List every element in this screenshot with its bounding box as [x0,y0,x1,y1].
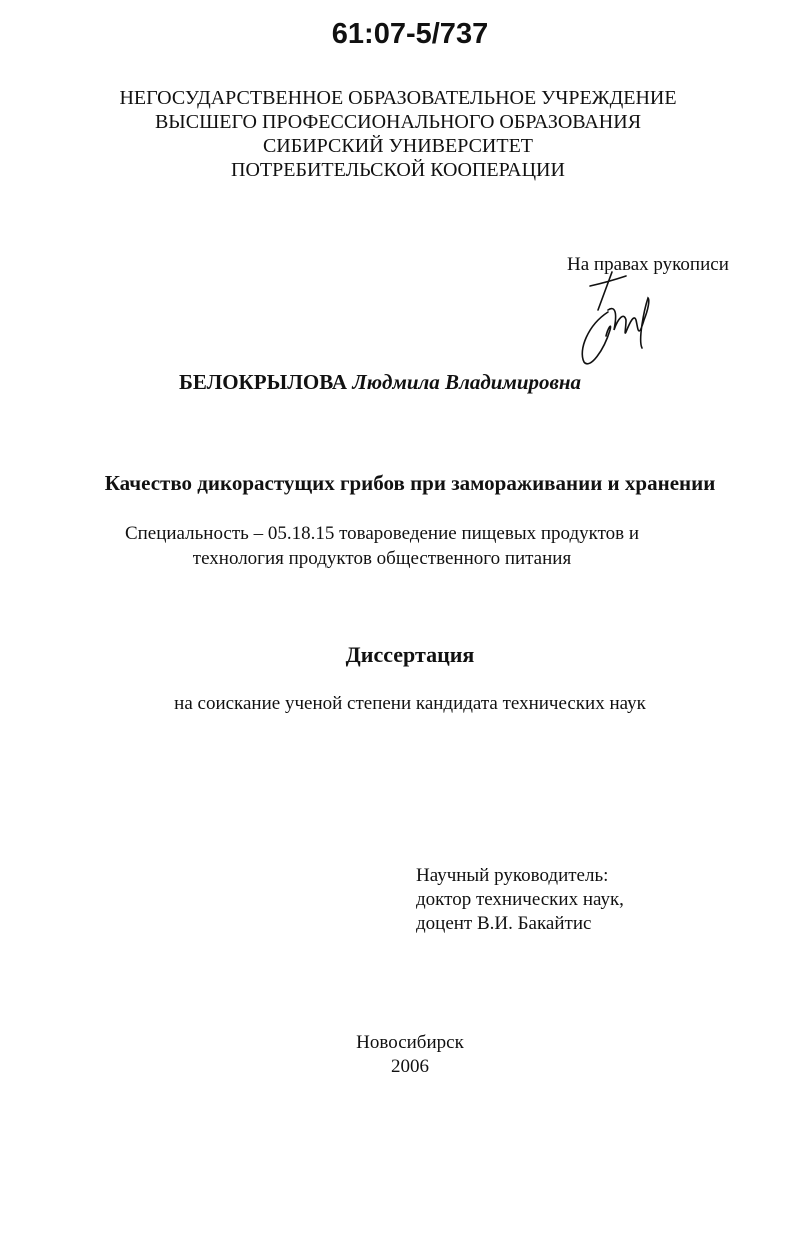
author-surname: БЕЛОКРЫЛОВА [178,370,348,394]
organization-line: ПОТРЕБИТЕЛЬСКОЙ КООПЕРАЦИИ [231,159,565,181]
author-given-name: Людмила Владимировна [352,370,582,394]
organization-line: СИБИРСКИЙ УНИВЕРСИТЕТ [262,135,534,157]
supervisor-line: доктор технических наук, [416,889,624,910]
catalog-code: 61:07-5/737 [331,18,489,50]
place-and-year [12,1031,796,1079]
supervisor-block [416,864,624,936]
supervisor-line: Научный руководитель: [416,865,609,886]
document-type: Диссертация [345,642,475,667]
specialty-line: технология продуктов общественного питания [192,548,572,569]
dissertation-title: Качество дикорастущих грибов при замораживании и хранении [104,471,716,495]
supervisor-line: доцент В.И. Бакайтис [416,913,592,934]
year: 2006 [391,1056,429,1077]
organization-line: ВЫСШЕГО ПРОФЕССИОНАЛЬНОГО ОБРАЗОВАНИЯ [154,111,642,133]
degree-statement: на соискание ученой степени кандидата технических наук [174,693,646,714]
specialty [0,521,780,571]
rights-note: На правах рукописи [567,254,729,275]
author-name [0,370,778,395]
organization-header [0,86,796,182]
organization-line: НЕГОСУДАРСТВЕННОЕ ОБРАЗОВАТЕЛЬНОЕ УЧРЕЖДЕНИЕ [119,87,677,109]
specialty-line: Специальность – 05.18.15 товароведение пищевых продуктов и [124,523,640,544]
city: Новосибирск [356,1032,464,1053]
handwritten-signature [578,270,678,370]
